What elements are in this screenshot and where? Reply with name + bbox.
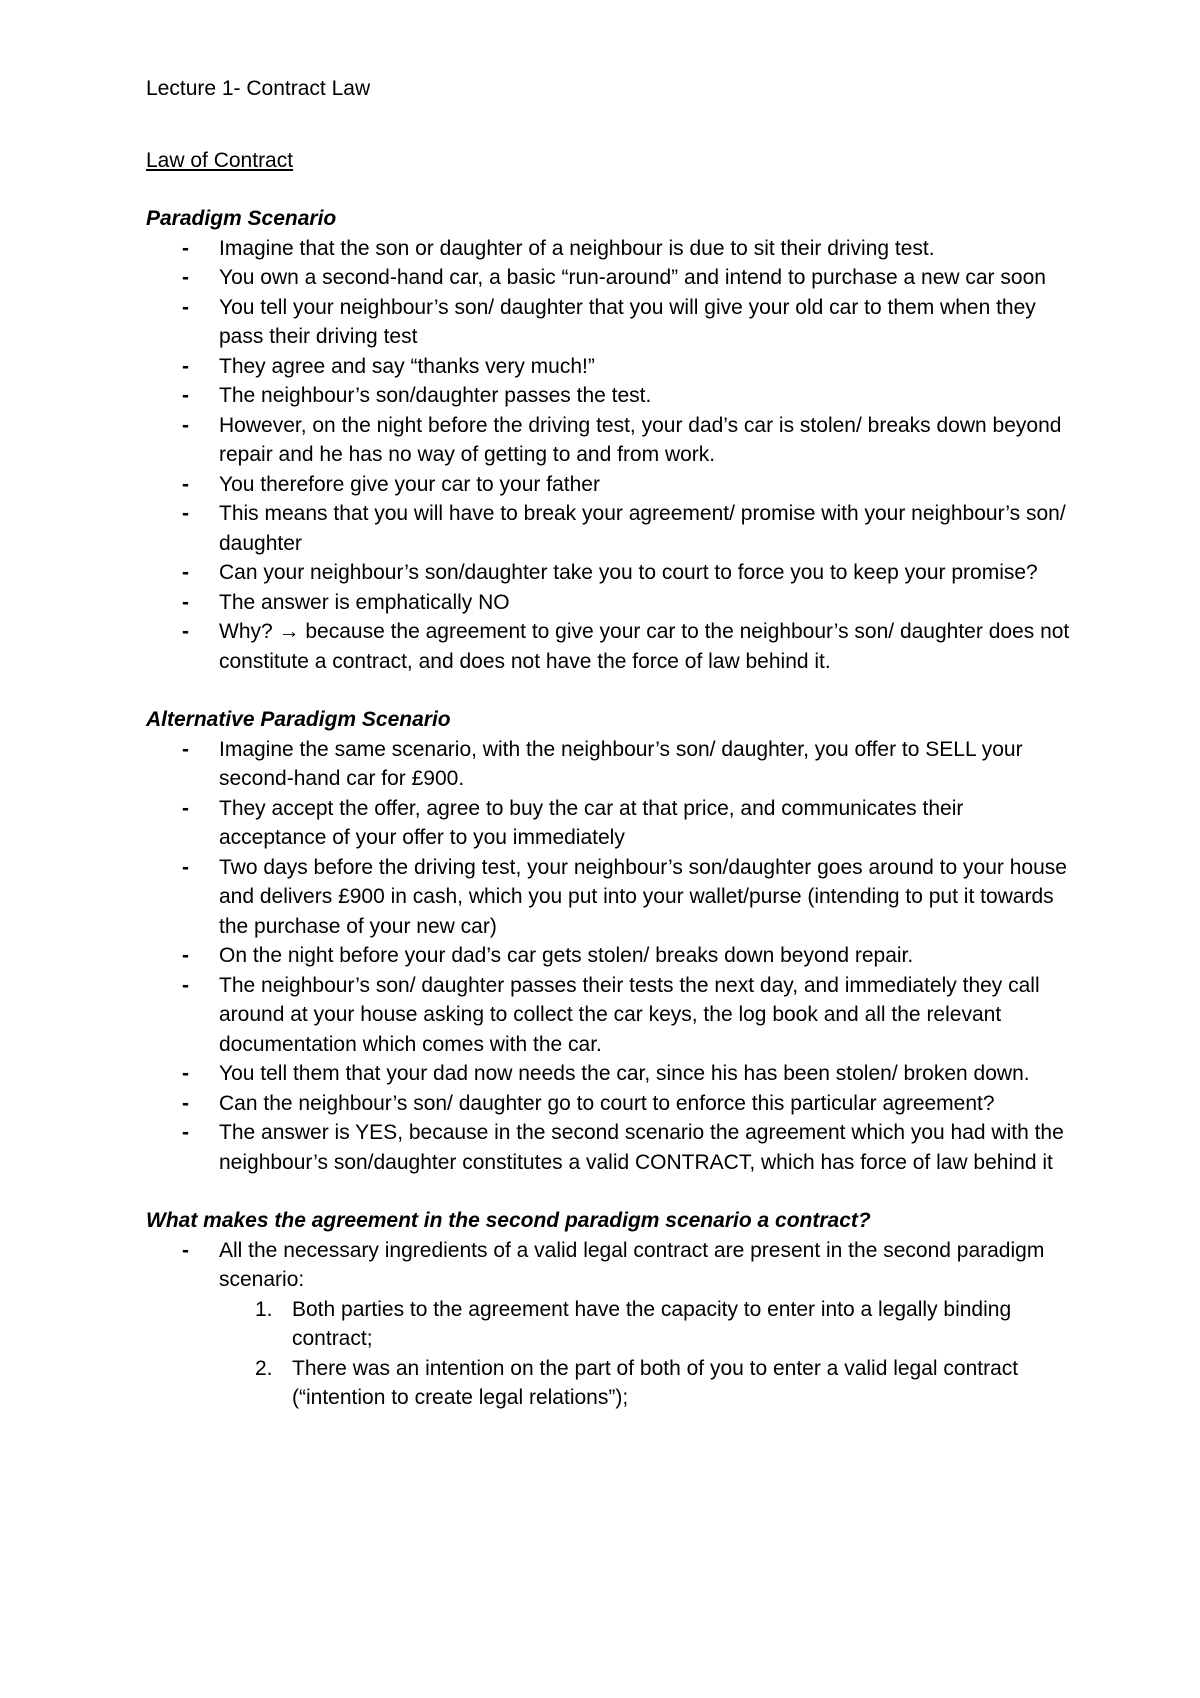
paradigm-scenario-heading: Paradigm Scenario bbox=[146, 207, 337, 230]
list-item: - You tell your neighbour’s son/ daughter that you will give your old car to them when they pass their driving test bbox=[146, 293, 1076, 352]
list-item-why: - Why? → because the agreement to give your car to the neighbour’s son/ daughter does not constitute a contract, and does not have the force of law behind it. bbox=[146, 617, 1076, 676]
bullet-dash: - bbox=[182, 973, 189, 997]
list-item: - You therefore give your car to your father bbox=[146, 470, 1076, 500]
bullet-dash: - bbox=[182, 413, 189, 437]
list-item: - Can your neighbour’s son/daughter take you to court to force you to keep your promise? bbox=[146, 558, 1076, 588]
bullet-dash: - bbox=[182, 1121, 189, 1144]
list-item: - However, on the night before the driving test, your dad’s car is stolen/ breaks down beyond repair and he has no way of getting to and from work. bbox=[146, 411, 1076, 470]
list-item: - This means that you will have to break your agreement/ promise with your neighbour’s son/ daughter bbox=[146, 499, 1076, 558]
alternative-scenario-heading: Alternative Paradigm Scenario bbox=[146, 708, 451, 731]
bullet-dash: - bbox=[182, 737, 189, 761]
list-item: - The neighbour’s son/daughter passes the test. bbox=[146, 381, 1076, 411]
bullet-dash: - bbox=[182, 472, 189, 496]
bullet-dash: - bbox=[182, 944, 189, 967]
ingredient-item: 1. Both parties to the agreement have the capacity to enter into a legally binding contract; bbox=[219, 1295, 1076, 1354]
list-item: - They accept the offer, agree to buy the car at that price, and communicates their acceptance of your offer to you immediately bbox=[146, 794, 1076, 853]
bullet-dash: - bbox=[182, 354, 189, 378]
contract-question-heading: What makes the agreement in the second paradigm scenario a contract? bbox=[146, 1209, 871, 1232]
ingredient-number: 1. bbox=[255, 1297, 273, 1321]
list-item: - The answer is YES, because in the second scenario the agreement which you had with the neighbour’s son/daughter constitutes a valid CONTRACT, which has force of law behind it bbox=[146, 1118, 1076, 1177]
bullet-dash: - bbox=[182, 236, 189, 260]
list-item: - All the necessary ingredients of a valid legal contract are present in the second paradigm scenario: 1. Both parties to the agreement have the capacity to enter into a legally binding contract; 2. There was an intention on the part of both of you to enter a valid legal contract (“intention to create legal relations”); bbox=[146, 1236, 1076, 1413]
list-item: - Imagine the same scenario, with the neighbour’s son/ daughter, you offer to SELL your second-hand car for £900. bbox=[146, 735, 1076, 794]
bullet-dash: - bbox=[182, 1091, 189, 1115]
list-item: - You own a second-hand car, a basic “run-around” and intend to purchase a new car soon bbox=[146, 263, 1076, 293]
bullet-dash: - bbox=[182, 295, 189, 319]
list-item: - Imagine that the son or daughter of a neighbour is due to sit their driving test. bbox=[146, 234, 1076, 264]
ingredients-list bbox=[219, 1295, 1076, 1413]
list-item: - Two days before the driving test, your neighbour’s son/daughter goes around to your house and delivers £900 in cash, which you put into your wallet/purse (intending to put it towards the purchase of your new car) bbox=[146, 853, 1076, 942]
ingredient-number: 2. bbox=[255, 1356, 273, 1380]
list-item: - They agree and say “thanks very much!” bbox=[146, 352, 1076, 382]
bullet-dash: - bbox=[182, 590, 189, 614]
right-arrow-icon: → bbox=[278, 620, 300, 643]
bullet-dash: - bbox=[182, 1238, 189, 1262]
document-title: Lecture 1- Contract Law bbox=[146, 77, 371, 100]
list-item: - Can the neighbour’s son/ daughter go to court to enforce this particular agreement? bbox=[146, 1089, 1076, 1119]
bullet-dash: - bbox=[182, 266, 189, 289]
list-item: - The neighbour’s son/ daughter passes their tests the next day, and immediately they call around at your house asking to collect the car keys, the log book and all the relevant documentation which comes with the car. bbox=[146, 971, 1076, 1060]
bullet-dash: - bbox=[182, 502, 189, 525]
list-item: - You tell them that your dad now needs the car, since his has been stolen/ broken down. bbox=[146, 1059, 1076, 1089]
bullet-dash: - bbox=[182, 561, 189, 584]
list-item: - The answer is emphatically NO bbox=[146, 588, 1076, 618]
paradigm-scenario-list bbox=[146, 234, 1076, 677]
ingredient-item: 2. There was an intention on the part of both of you to enter a valid legal contract (“intention to create legal relations”); bbox=[219, 1354, 1076, 1413]
list-item: - On the night before your dad’s car gets stolen/ breaks down beyond repair. bbox=[146, 941, 1076, 971]
document-page bbox=[146, 74, 1076, 1413]
bullet-dash: - bbox=[182, 796, 189, 820]
bullet-dash: - bbox=[182, 384, 189, 407]
bullet-dash: - bbox=[182, 1062, 189, 1085]
section-heading-law-of-contract: Law of Contract bbox=[146, 148, 294, 172]
alternative-scenario-list bbox=[146, 735, 1076, 1178]
bullet-dash: - bbox=[182, 855, 189, 879]
bullet-dash: - bbox=[182, 620, 189, 643]
contract-question-list bbox=[146, 1236, 1076, 1413]
